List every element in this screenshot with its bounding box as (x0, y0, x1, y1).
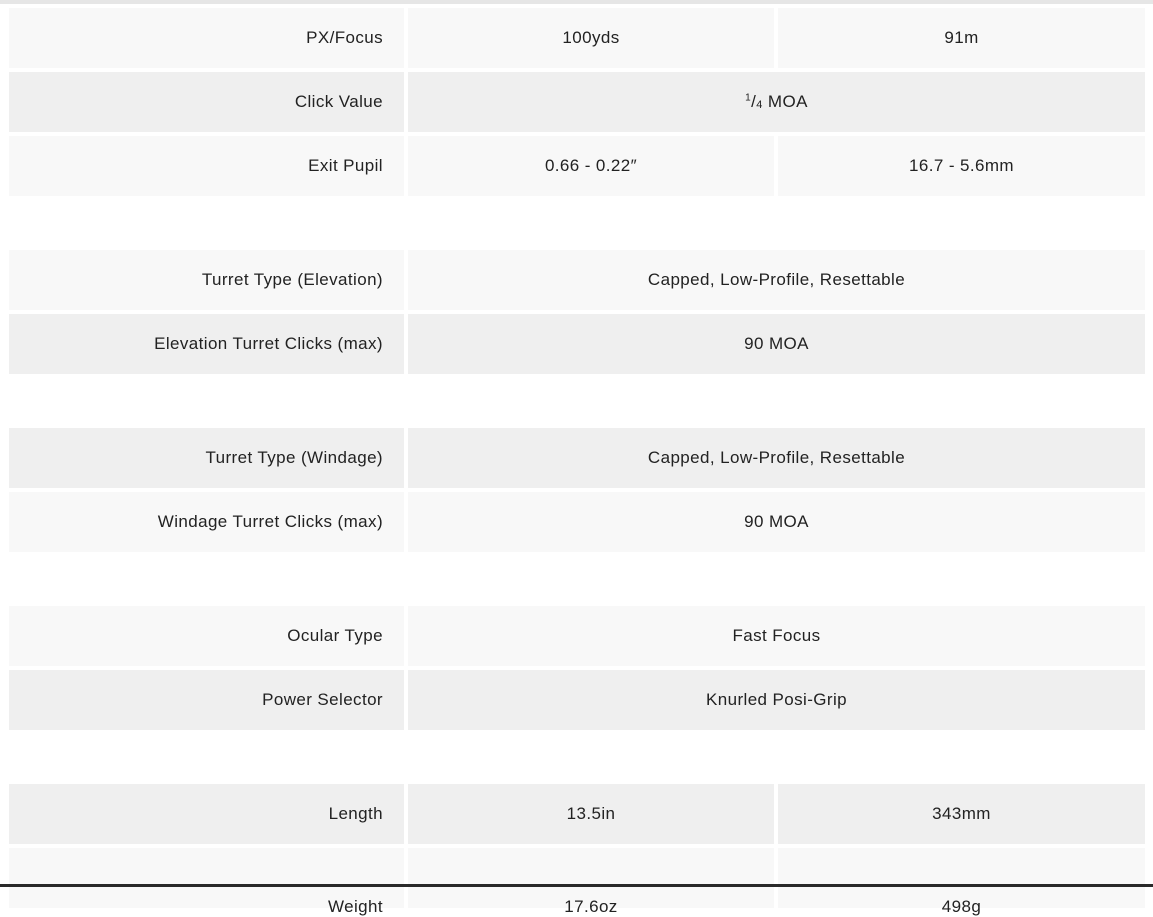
fraction-denominator: 4 (756, 99, 763, 111)
spec-value-imperial: 100yds (408, 8, 774, 68)
spec-row-windage-clicks (9, 492, 1145, 552)
spec-value-imperial: 17.6oz (408, 848, 774, 908)
spec-value-imperial: 13.5in (408, 784, 774, 844)
spec-row-turret-windage (9, 428, 1145, 488)
table-top-edge (0, 0, 1153, 4)
spec-value-metric: 498g (778, 848, 1145, 908)
spec-label: Windage Turret Clicks (max) (9, 492, 404, 552)
spec-label: Exit Pupil (9, 136, 404, 196)
window-bottom-edge (0, 884, 1153, 887)
spec-row-ocular-type (9, 606, 1145, 666)
spec-value: Fast Focus (408, 606, 1145, 666)
spec-value-metric: 343mm (778, 784, 1145, 844)
spec-label: Turret Type (Windage) (9, 428, 404, 488)
spec-value: 90 MOA (408, 314, 1145, 374)
spec-value: Capped, Low-Profile, Resettable (408, 428, 1145, 488)
spec-label: Weight (9, 848, 404, 908)
spec-value-metric: 91m (778, 8, 1145, 68)
spec-label: Ocular Type (9, 606, 404, 666)
spec-value: 90 MOA (408, 492, 1145, 552)
spec-row-turret-elevation (9, 250, 1145, 310)
fraction: $^1/_4$ (745, 92, 763, 111)
spec-value-imperial: 0.66 - 0.22″ (408, 136, 774, 196)
spec-row-click-value (9, 72, 1145, 132)
spec-row-px-focus (9, 8, 1145, 68)
spec-label: Turret Type (Elevation) (9, 250, 404, 310)
spec-label: PX/Focus (9, 8, 404, 68)
spec-row-elevation-clicks (9, 314, 1145, 374)
spec-value-metric: 16.7 - 5.6mm (778, 136, 1145, 196)
spec-label: Power Selector (9, 670, 404, 730)
spec-value (408, 72, 1145, 132)
spec-label: Click Value (9, 72, 404, 132)
spec-row-weight (9, 848, 1145, 916)
fraction-numerator: 1 (745, 92, 752, 104)
spec-row-length (9, 784, 1145, 844)
spec-value: Capped, Low-Profile, Resettable (408, 250, 1145, 310)
spec-label: Length (9, 784, 404, 844)
spec-row-exit-pupil (9, 136, 1145, 196)
spec-value: Knurled Posi-Grip (408, 670, 1145, 730)
spec-label: Elevation Turret Clicks (max) (9, 314, 404, 374)
click-value-unit: MOA (767, 92, 808, 111)
spec-row-power-selector (9, 670, 1145, 730)
